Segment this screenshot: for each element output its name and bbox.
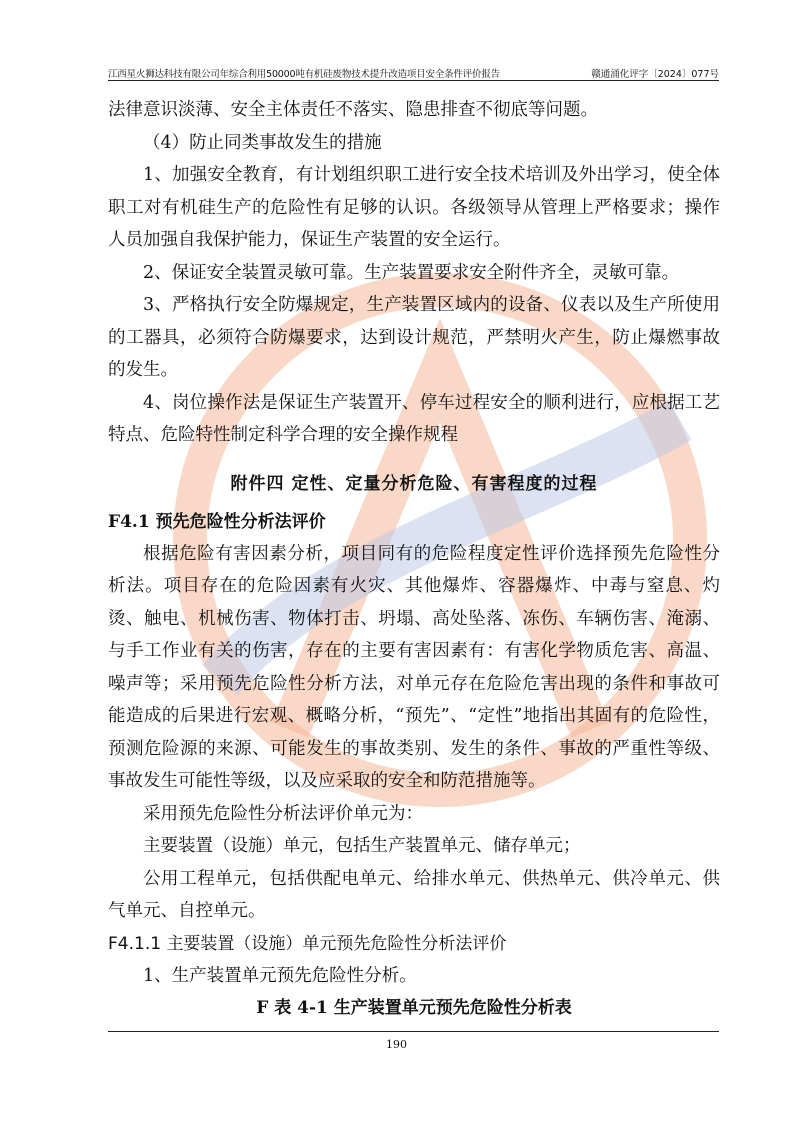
subheading-measures: （4）防止同类事故发生的措施 [143, 132, 382, 153]
document-body [108, 94, 720, 1024]
subsection-heading: F4.1.1 主要装置（设施）单元预先危险性分析法评价 [108, 933, 507, 954]
paragraph: 采用预先危险性分析法评价单元为： [143, 803, 423, 824]
page-number: 190 [386, 1038, 407, 1051]
header-report-number: 赣通涌化评字〔2024〕077号 [591, 69, 719, 80]
paragraph: 根据危险有害因素分析，项目同有的危险程度定性评价选择预先危险性分析法。项目存在的危险因素有火灾、其他爆炸、容器爆炸、中毒与窒息、灼烫、触电、机械伤害、物体打击、坍塌、高处坠落、冻伤、车辆伤害、淹溺、与手工作业有关的伤害，存在的主要有害因素有：有害化学物质危害、高温、噪声等；采用预先危险性分析方法，对单元存在危险危害出现的条件和事故可能造成的后果进行宏观、概略分析，“预先”、“定性”地指出其固有的危险性，预测危险源的来源、可能发生的事故类别、发生的条件、事故的严重性等级、事故发生可能性等级，以及应采取的安全和防范措施等。 [108, 543, 720, 791]
paragraph: 法律意识淡薄、安全主体责任不落实、隐患排查不彻底等问题。 [108, 100, 598, 120]
paragraph: 1、加强安全教育，有计划组织职工进行安全技术培训及外出学习，使全体职工对有机硅生产的危险性有足够的认识。各级领导从管理上严格要求；操作人员加强自我保护能力，保证生产装置的安全运行。 [108, 165, 720, 250]
paragraph: 1、生产装置单元预先危险性分析。 [143, 965, 417, 986]
table-title: F 表 4-1 生产装置单元预先危险性分析表 [256, 998, 572, 1018]
footer-divider [108, 1031, 719, 1032]
paragraph: 3、严格执行安全防爆规定，生产装置区域内的设备、仪表以及生产所使用的工器具，必须符合防爆要求，达到设计规范，严禁明火产生，防止爆燃事故的发生。 [108, 295, 720, 380]
paragraph: 4、岗位操作法是保证生产装置开、停车过程安全的顺利进行，应根据工艺特点、危险特性制定科学合理的安全操作规程 [108, 392, 720, 445]
section-heading: F4.1 预先危险性分析法评价 [108, 511, 326, 532]
paragraph: 2、保证安全装置灵敏可靠。生产装置要求安全附件齐全，灵敏可靠。 [143, 262, 680, 283]
appendix-title: 附件四 定性、定量分析危险、有害程度的过程 [230, 473, 598, 494]
header-report-title: 江西星火狮达科技有限公司年综合利用50000吨有机硅废物技术提升改造项目安全条件评价报告 [108, 69, 500, 80]
paragraph: 主要装置（设施）单元，包括生产装置单元、储存单元； [143, 836, 581, 856]
page-header [108, 64, 719, 81]
paragraph: 公用工程单元，包括供配电单元、给排水单元、供热单元、供冷单元、供气单元、自控单元。 [108, 868, 720, 921]
